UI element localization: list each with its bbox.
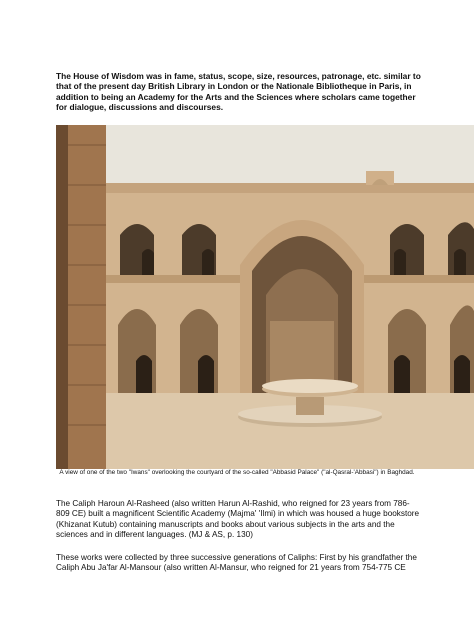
body-paragraph-1: The Caliph Haroun Al-Rasheed (also written Harun Al-Rashid, who reigned for 23 years from 786-809 CE) built a magnificent Scientific Academy (Majma' 'Ilmi) in which was housed a huge bookstore (Khizanat Kutub) containing manuscripts and books about various subjects in the arts and the sciences and in different languages. (MJ & AS, p. 130) <box>56 499 420 539</box>
photo-caption: A view of one of the two "Iwans" overlooking the courtyard of the so-called "Abbasid Palace" ("al-Qasral-'Abbasi") in Baghdad. <box>59 469 415 476</box>
courtyard-photo <box>56 125 474 469</box>
intro-paragraph: The House of Wisdom was in fame, status, scope, size, resources, patronage, etc. similar to that of the present day British Library in London or the Nationale Bibliotheque in Paris, in addition to being an Academy for the Arts and the Sciences where scholars came together for dialogue, discussions and discourses. <box>56 71 421 113</box>
body-paragraph-2: These works were collected by three successive generations of Caliphs: First by his grandfather the Caliph Abu Ja'far Al-Mansour (also written Al-Mansur, who reigned for 21 years from 754-775 CE <box>56 553 417 573</box>
